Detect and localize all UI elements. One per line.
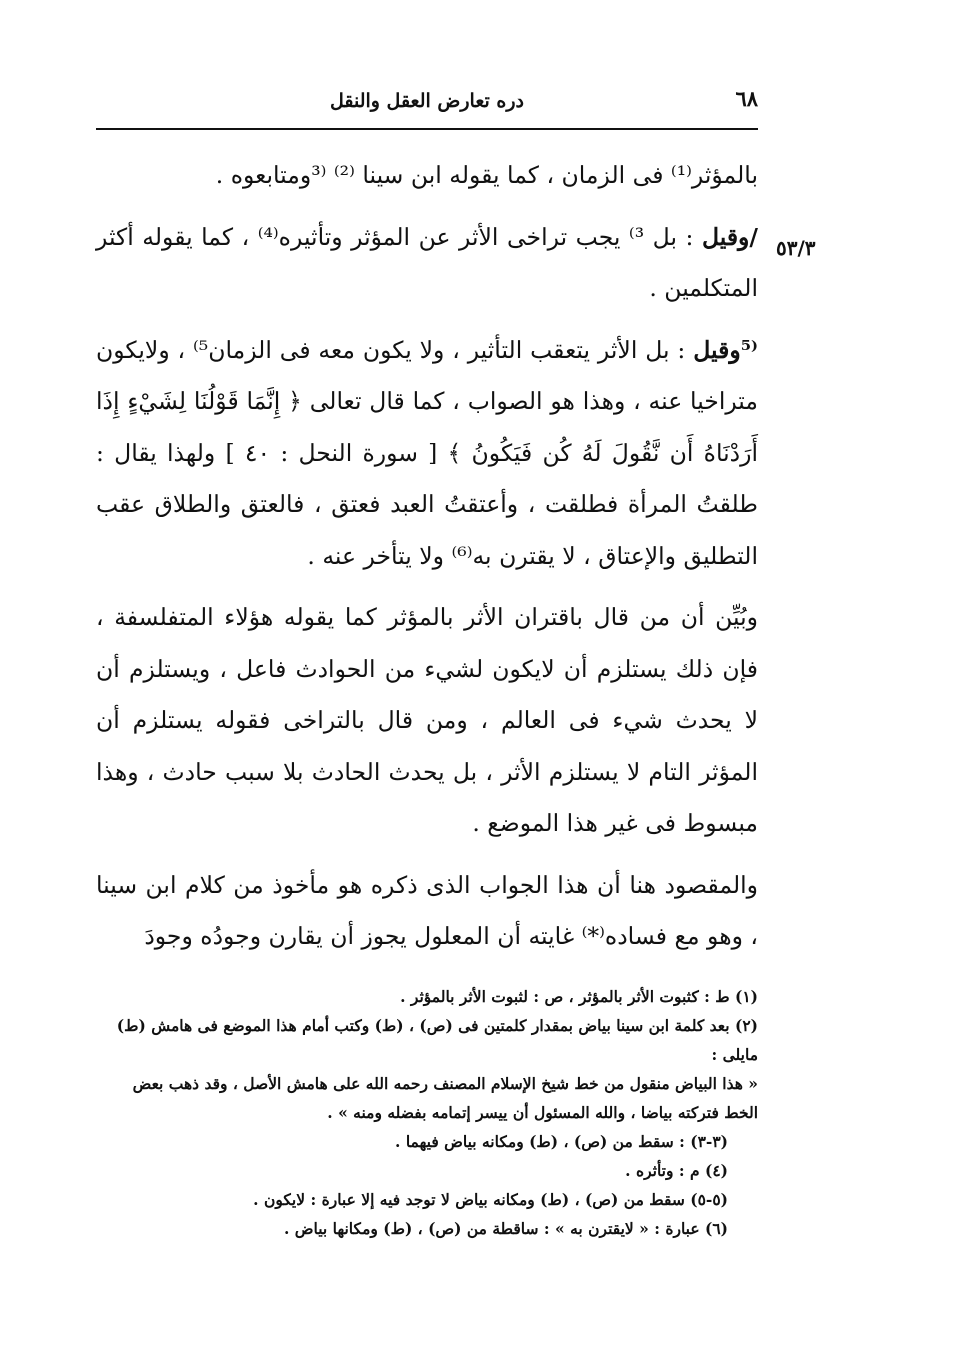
footnote-5: (٥-٥) سقط من (ص) ، (ط) ومكانه بياض لا توجد فيه إلا عبارة : لايكون . [253,1190,728,1209]
header-rule [96,128,758,130]
margin-reference: ٥٣/٣ [776,236,816,260]
page-header [96,86,758,122]
footnote-2-quote: « هذا البياض منقول من خط شيخ الإسلام المصنف رحمه الله على هامش الأصل ، وقد ذهب بعض الخط فتركته بياضا ، والله المسئول أن ييسر إتمامه بفضله ومنه » . [132,1074,758,1122]
running-title: دره تعارض العقل والنقل [329,90,525,112]
paragraph-2-keyword: /وقيل [701,222,758,251]
paragraph-3-text: : بل الأثر يتعقب التأثير ، ولا يكون معه فى الزمان⁵⁾ ، ولايكون متراخيا عنه ، وهذا هو الصواب ، كما قال تعالى ﴿ إِنَّمَا قَوْلُنَا لِشَيْءٍ إِذَا أَرَدْنَاهُ أَن نَّقُولَ لَهُ كُن فَيَكُونُ ﴾ [ سورة النحل : ٤٠ ] ولهذا يقال : طلقتُ المرأة فطلقت ، وأعتقتُ العبد فعتق ، فالعتق والطلاق عقب التطليق والإعتاق ، لا يقترن به⁽⁶⁾ ولا يتأخر عنه . [96,335,758,570]
paragraph-2-text: : بل ³⁾ يجب تراخى الأثر عن المؤثر وتأثيره⁽⁴⁾ ، كما يقوله أكثر المتكلمين . [96,222,758,302]
footnote-2: (٢) بعد كلمة ابن سينا بياض بمقدار كلمتين فى (ص) ، (ط) وكتب أمام هذا الموضع فى هامش (ط) مايلى : [116,1016,758,1064]
footnote-3: (٣-٣) : سقط من (ص) ، (ط) ومكانه بياض فيهما . [395,1132,728,1151]
paragraph-4: وبُيِّن أن من قال باقتران الأثر بالمؤثر كما يقوله هؤلاء المتفلسفة ، فإن ذلك يستلزم أن لايكون لشيء من الحوادث فاعل ، ويستلزم أن لا يحدث شيء فى العالم ، ومن قال بالتراخى فقوله يستلزم أن المؤثر التام لا يستلزم الأثر ، بل يحدث الحادث بلا سبب حادث ، وهذا مبسوط فى غير هذا الموضع . [96,603,758,837]
paragraph-3 [96,325,758,583]
page-number: ٦٨ [735,86,758,111]
paragraph-3-keyword: ⁽⁵وقيل [693,335,759,364]
paragraph-5: والمقصود هنا أن هذا الجواب الذى ذكره هو مأخوذ من كلام ابن سينا ، وهو مع فساده⁽*⁾ غايته أن المعلول يجوز أن يقارن وجودُه وجودَ [96,870,758,950]
footnote-1: (١) ط : كثبوت الأثر بالمؤثر ، ص : لثبوت الأثر بالمؤثر . [400,987,758,1006]
main-text [96,150,758,973]
paragraph-2 [96,212,758,315]
footnotes [96,982,758,1243]
footnote-4: (٤) م : وتأثره . [625,1161,728,1180]
footnote-6: (٦) عبارة : « لايقترن به » : ساقطة من (ص) ، (ط) ومكانها بياض . [283,1219,728,1238]
paragraph-1: بالمؤثر⁽¹⁾ فى الزمان ، كما يقوله ابن سينا ⁽²⁾ ⁽³ومتابعوه . [215,161,758,189]
